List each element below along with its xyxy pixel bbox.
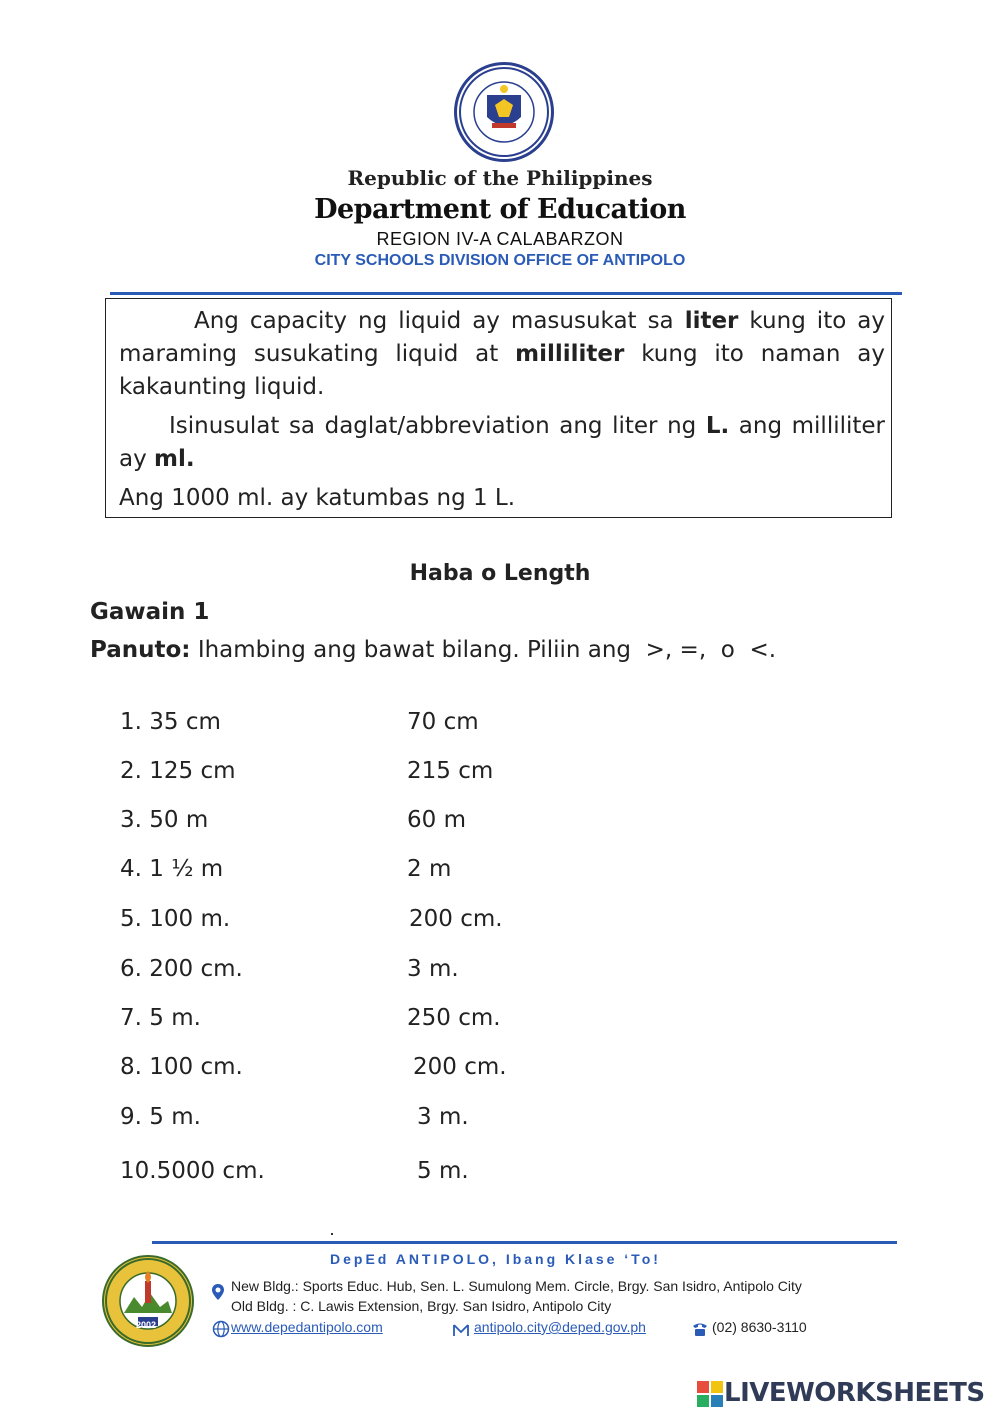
item-right-value: 5 m. xyxy=(417,1158,469,1184)
item-left-value: 2. 125 cm xyxy=(120,758,236,784)
item-left-value: 7. 5 m. xyxy=(120,1005,201,1031)
footer-slogan: DepEd ANTIPOLO, Ibang Klase ‘To! xyxy=(330,1251,661,1267)
instructions: Panuto: Ihambing ang bawat bilang. Piliin ang >, =, o <. xyxy=(90,637,777,663)
section-title: Haba o Length xyxy=(409,561,591,586)
info-paragraph-2: Isinusulat sa daglat/abbreviation ang liter ng L. ang milliliter ay ml. xyxy=(119,413,885,472)
item-right-value: 200 cm. xyxy=(413,1054,507,1080)
liveworksheets-brand[interactable]: LIVEWORKSHEETS xyxy=(724,1378,985,1408)
phone-number: (02) 8630-3110 xyxy=(712,1319,807,1335)
item-left-value: 4. 1 ½ m xyxy=(120,856,224,882)
item-left-value: 10.5000 cm. xyxy=(120,1158,265,1184)
item-right-value: 3 m. xyxy=(417,1104,469,1130)
item-left-value: 9. 5 m. xyxy=(120,1104,201,1130)
seal-year: 2002 xyxy=(136,1320,157,1330)
item-left-value: 6. 200 cm. xyxy=(120,956,243,982)
header-divider xyxy=(110,292,902,295)
comparison-item-7[interactable] xyxy=(120,1005,620,1039)
email-link[interactable]: antipolo.city@deped.gov.ph xyxy=(474,1319,646,1335)
item-right-value: 3 m. xyxy=(407,956,459,982)
item-left-value: 5. 100 m. xyxy=(120,906,231,932)
antipolo-division-seal xyxy=(102,1255,194,1347)
footer-dot xyxy=(331,1233,333,1235)
address-old-building: Old Bldg. : C. Lawis Extension, Brgy. San Isidro, Antipolo City xyxy=(231,1298,612,1314)
deped-seal xyxy=(454,62,554,162)
capacity-info-box xyxy=(105,298,892,518)
republic-title: Republic of the Philippines xyxy=(347,166,653,190)
location-pin-icon xyxy=(209,1283,227,1301)
comparison-item-6[interactable] xyxy=(120,956,620,990)
item-right-value: 200 cm. xyxy=(409,906,503,932)
item-left-value: 8. 100 cm. xyxy=(120,1054,243,1080)
item-right-value: 60 m xyxy=(407,807,466,833)
comparison-item-1[interactable] xyxy=(120,709,620,743)
website-link[interactable]: www.depedantipolo.com xyxy=(231,1319,383,1335)
comparison-item-2[interactable] xyxy=(120,758,620,792)
liveworksheets-logo-icon xyxy=(697,1381,723,1407)
activity-title: Gawain 1 xyxy=(90,599,210,625)
comparison-item-5[interactable] xyxy=(120,906,620,940)
comparison-item-3[interactable] xyxy=(120,807,620,841)
footer-divider xyxy=(152,1241,897,1244)
globe-icon xyxy=(212,1320,230,1338)
region-title: REGION IV-A CALABARZON xyxy=(376,229,624,249)
info-paragraph-3: Ang 1000 ml. ay katumbas ng 1 L. xyxy=(119,485,516,511)
item-right-value: 250 cm. xyxy=(407,1005,501,1031)
division-title: CITY SCHOOLS DIVISION OFFICE OF ANTIPOLO xyxy=(314,252,686,269)
comparison-item-4[interactable] xyxy=(120,856,620,890)
phone-icon xyxy=(691,1320,709,1338)
comparison-item-10[interactable] xyxy=(120,1158,620,1192)
item-right-value: 215 cm xyxy=(407,758,494,784)
info-paragraph-1: Ang capacity ng liquid ay masusukat sa liter kung ito ay maraming susukating liquid at milliliter kung ito naman ay kakaunting liquid. xyxy=(119,308,886,400)
comparison-item-8[interactable] xyxy=(120,1054,620,1088)
item-right-value: 70 cm xyxy=(407,709,479,735)
address-new-building: New Bldg.: Sports Educ. Hub, Sen. L. Sumulong Mem. Circle, Brgy. San Isidro, Antipolo City xyxy=(231,1278,802,1294)
mail-icon xyxy=(452,1321,470,1339)
item-left-value: 1. 35 cm xyxy=(120,709,221,735)
item-left-value: 3. 50 m xyxy=(120,807,209,833)
department-title: Department of Education xyxy=(314,194,686,225)
comparison-item-9[interactable] xyxy=(120,1104,620,1138)
item-right-value: 2 m xyxy=(407,856,452,882)
